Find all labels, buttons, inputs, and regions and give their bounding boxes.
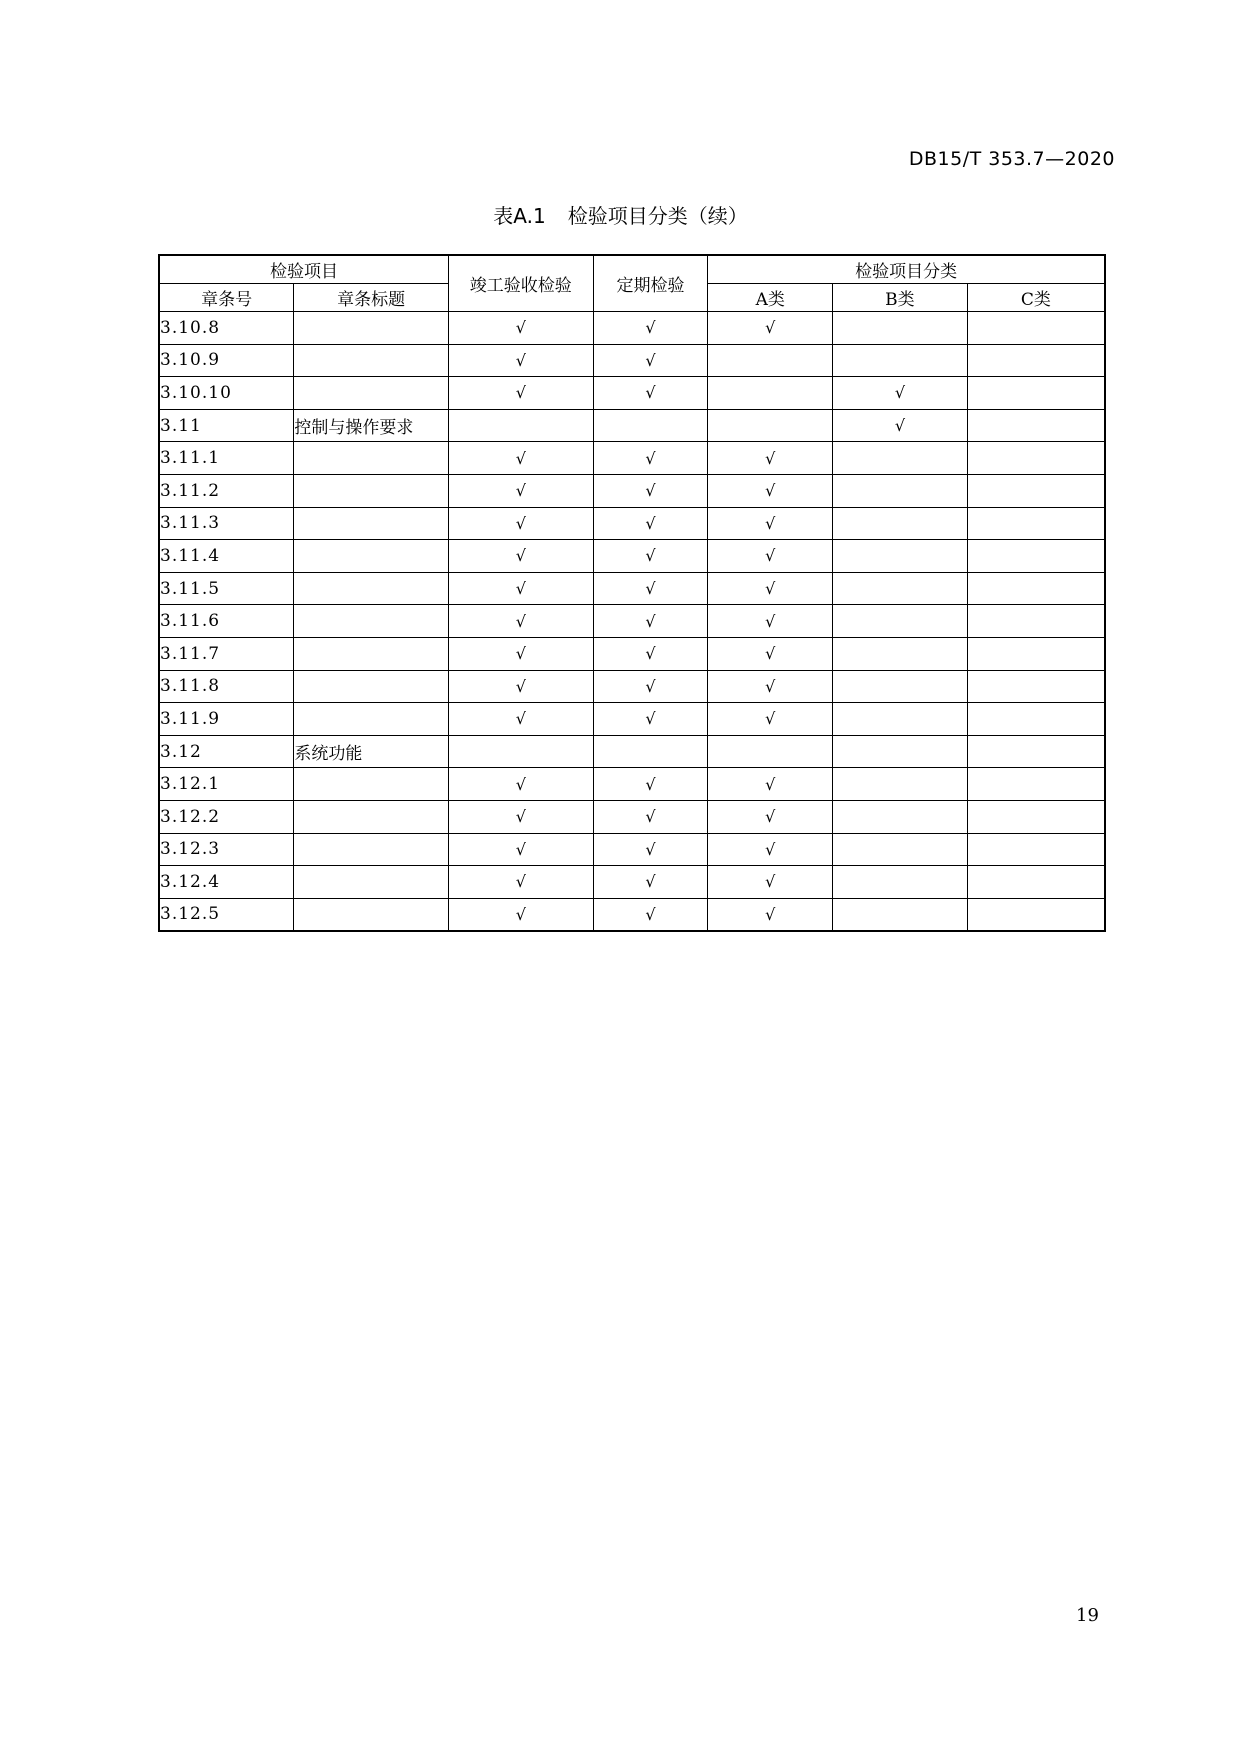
table-row (159, 735, 1105, 768)
cell-class-c-check (967, 637, 1105, 670)
cell-class-b-check (833, 735, 968, 768)
cell-class-c-check (967, 833, 1105, 866)
cell-periodic-check: √ (593, 637, 708, 670)
table-row (159, 637, 1105, 670)
cell-class-a-check: √ (708, 898, 833, 931)
cell-chapter-number: 3.10.9 (159, 344, 294, 377)
cell-class-b-check (833, 605, 968, 638)
cell-class-a-check (708, 377, 833, 410)
cell-periodic-check: √ (593, 800, 708, 833)
header-inspection-item: 检验项目 (159, 255, 448, 284)
cell-chapter-number: 3.10.8 (159, 312, 294, 345)
cell-class-c-check (967, 735, 1105, 768)
cell-class-c-check (967, 670, 1105, 703)
cell-periodic-check: √ (593, 507, 708, 540)
cell-class-b-check: √ (833, 409, 968, 442)
cell-periodic-check: √ (593, 670, 708, 703)
cell-class-c-check (967, 344, 1105, 377)
cell-class-a-check: √ (708, 637, 833, 670)
cell-chapter-number: 3.11.4 (159, 540, 294, 573)
header-chapter-number: 章条号 (159, 284, 294, 312)
cell-class-a-check: √ (708, 670, 833, 703)
cell-class-c-check (967, 866, 1105, 899)
table-title (0, 200, 1241, 229)
cell-chapter-title: 控制与操作要求 (294, 409, 449, 442)
cell-class-b-check (833, 540, 968, 573)
cell-chapter-title (294, 866, 449, 899)
cell-periodic-check: √ (593, 474, 708, 507)
cell-chapter-number: 3.12.4 (159, 866, 294, 899)
table-row (159, 768, 1105, 801)
cell-class-c-check (967, 800, 1105, 833)
cell-class-b-check (833, 312, 968, 345)
cell-class-c-check (967, 540, 1105, 573)
cell-class-b-check (833, 572, 968, 605)
cell-chapter-title (294, 800, 449, 833)
cell-class-b-check (833, 507, 968, 540)
table-row (159, 474, 1105, 507)
cell-completion-check: √ (448, 540, 593, 573)
cell-class-a-check: √ (708, 866, 833, 899)
cell-class-a-check (708, 735, 833, 768)
cell-chapter-number: 3.12.3 (159, 833, 294, 866)
table-row (159, 670, 1105, 703)
table-row (159, 377, 1105, 410)
header-class-b: B类 (833, 284, 968, 312)
cell-class-c-check (967, 703, 1105, 736)
cell-periodic-check: √ (593, 377, 708, 410)
table-row (159, 344, 1105, 377)
table-row (159, 540, 1105, 573)
cell-completion-check: √ (448, 442, 593, 475)
cell-chapter-title (294, 605, 449, 638)
cell-chapter-title (294, 898, 449, 931)
cell-class-c-check (967, 312, 1105, 345)
cell-completion-check: √ (448, 344, 593, 377)
header-chapter-title: 章条标题 (294, 284, 449, 312)
table-row (159, 409, 1105, 442)
cell-chapter-number: 3.11.8 (159, 670, 294, 703)
document-code: DB15/T 353.7—2020 (908, 148, 1115, 170)
cell-completion-check: √ (448, 670, 593, 703)
cell-class-b-check (833, 800, 968, 833)
cell-completion-check: √ (448, 312, 593, 345)
cell-chapter-title (294, 312, 449, 345)
cell-periodic-check: √ (593, 768, 708, 801)
cell-class-c-check (967, 898, 1105, 931)
cell-completion-check: √ (448, 866, 593, 899)
cell-periodic-check: √ (593, 898, 708, 931)
cell-completion-check: √ (448, 703, 593, 736)
cell-chapter-title (294, 703, 449, 736)
cell-class-b-check (833, 670, 968, 703)
cell-chapter-title (294, 768, 449, 801)
table-row (159, 312, 1105, 345)
cell-class-a-check: √ (708, 312, 833, 345)
cell-completion-check: √ (448, 605, 593, 638)
table-row (159, 800, 1105, 833)
cell-chapter-title (294, 474, 449, 507)
table-title-text: 检验项目分类（续） (567, 204, 748, 228)
cell-chapter-number: 3.12 (159, 735, 294, 768)
cell-periodic-check: √ (593, 833, 708, 866)
cell-completion-check: √ (448, 833, 593, 866)
cell-class-a-check: √ (708, 800, 833, 833)
inspection-classification-table (158, 254, 1106, 932)
cell-chapter-number: 3.11.1 (159, 442, 294, 475)
cell-class-a-check (708, 344, 833, 377)
cell-class-c-check (967, 377, 1105, 410)
header-row-top (159, 255, 1105, 284)
cell-completion-check: √ (448, 572, 593, 605)
table-row (159, 507, 1105, 540)
cell-periodic-check: √ (593, 442, 708, 475)
cell-chapter-number: 3.11.9 (159, 703, 294, 736)
cell-class-a-check: √ (708, 768, 833, 801)
cell-class-b-check (833, 703, 968, 736)
cell-class-c-check (967, 768, 1105, 801)
cell-periodic-check (593, 735, 708, 768)
cell-chapter-number: 3.12.5 (159, 898, 294, 931)
cell-class-a-check: √ (708, 474, 833, 507)
cell-completion-check: √ (448, 800, 593, 833)
cell-periodic-check: √ (593, 866, 708, 899)
cell-completion-check: √ (448, 637, 593, 670)
header-class-c: C类 (967, 284, 1105, 312)
cell-completion-check: √ (448, 898, 593, 931)
table-row (159, 898, 1105, 931)
cell-class-b-check (833, 898, 968, 931)
cell-completion-check: √ (448, 377, 593, 410)
cell-chapter-number: 3.11.6 (159, 605, 294, 638)
cell-chapter-number: 3.12.1 (159, 768, 294, 801)
cell-chapter-number: 3.11.7 (159, 637, 294, 670)
cell-chapter-title: 系统功能 (294, 735, 449, 768)
cell-class-c-check (967, 442, 1105, 475)
cell-periodic-check: √ (593, 344, 708, 377)
header-periodic-inspection: 定期检验 (593, 255, 708, 312)
cell-class-b-check: √ (833, 377, 968, 410)
cell-completion-check (448, 735, 593, 768)
cell-class-b-check (833, 344, 968, 377)
table-row (159, 605, 1105, 638)
cell-class-b-check (833, 442, 968, 475)
cell-chapter-number: 3.11.5 (159, 572, 294, 605)
cell-class-a-check: √ (708, 572, 833, 605)
cell-chapter-title (294, 344, 449, 377)
cell-periodic-check: √ (593, 605, 708, 638)
cell-chapter-number: 3.12.2 (159, 800, 294, 833)
cell-class-a-check: √ (708, 833, 833, 866)
cell-class-a-check: √ (708, 605, 833, 638)
header-item-classification: 检验项目分类 (708, 255, 1105, 284)
cell-class-a-check: √ (708, 507, 833, 540)
cell-periodic-check (593, 409, 708, 442)
cell-class-b-check (833, 474, 968, 507)
cell-chapter-number: 3.11.3 (159, 507, 294, 540)
cell-class-b-check (833, 768, 968, 801)
cell-class-b-check (833, 866, 968, 899)
cell-class-b-check (833, 637, 968, 670)
cell-class-a-check: √ (708, 703, 833, 736)
cell-chapter-title (294, 540, 449, 573)
cell-class-c-check (967, 409, 1105, 442)
table-row (159, 866, 1105, 899)
cell-class-a-check (708, 409, 833, 442)
cell-chapter-title (294, 377, 449, 410)
cell-chapter-number: 3.11 (159, 409, 294, 442)
cell-completion-check: √ (448, 768, 593, 801)
table-row (159, 442, 1105, 475)
cell-chapter-title (294, 572, 449, 605)
cell-class-a-check: √ (708, 540, 833, 573)
table-title-number: 表A.1 (493, 204, 546, 228)
cell-class-c-check (967, 605, 1105, 638)
cell-class-c-check (967, 474, 1105, 507)
table-body (159, 312, 1105, 932)
cell-completion-check (448, 409, 593, 442)
cell-class-b-check (833, 833, 968, 866)
cell-chapter-title (294, 670, 449, 703)
cell-chapter-title (294, 637, 449, 670)
header-completion-inspection: 竣工验收检验 (448, 255, 593, 312)
header-class-a: A类 (708, 284, 833, 312)
cell-periodic-check: √ (593, 572, 708, 605)
cell-periodic-check: √ (593, 703, 708, 736)
table-row (159, 833, 1105, 866)
cell-class-a-check: √ (708, 442, 833, 475)
cell-chapter-title (294, 507, 449, 540)
cell-completion-check: √ (448, 507, 593, 540)
cell-periodic-check: √ (593, 540, 708, 573)
table-row (159, 703, 1105, 736)
table-row (159, 572, 1105, 605)
cell-class-c-check (967, 572, 1105, 605)
page-number: 19 (1076, 1605, 1099, 1626)
cell-periodic-check: √ (593, 312, 708, 345)
cell-chapter-title (294, 833, 449, 866)
cell-chapter-number: 3.10.10 (159, 377, 294, 410)
cell-chapter-title (294, 442, 449, 475)
cell-class-c-check (967, 507, 1105, 540)
cell-completion-check: √ (448, 474, 593, 507)
cell-chapter-number: 3.11.2 (159, 474, 294, 507)
